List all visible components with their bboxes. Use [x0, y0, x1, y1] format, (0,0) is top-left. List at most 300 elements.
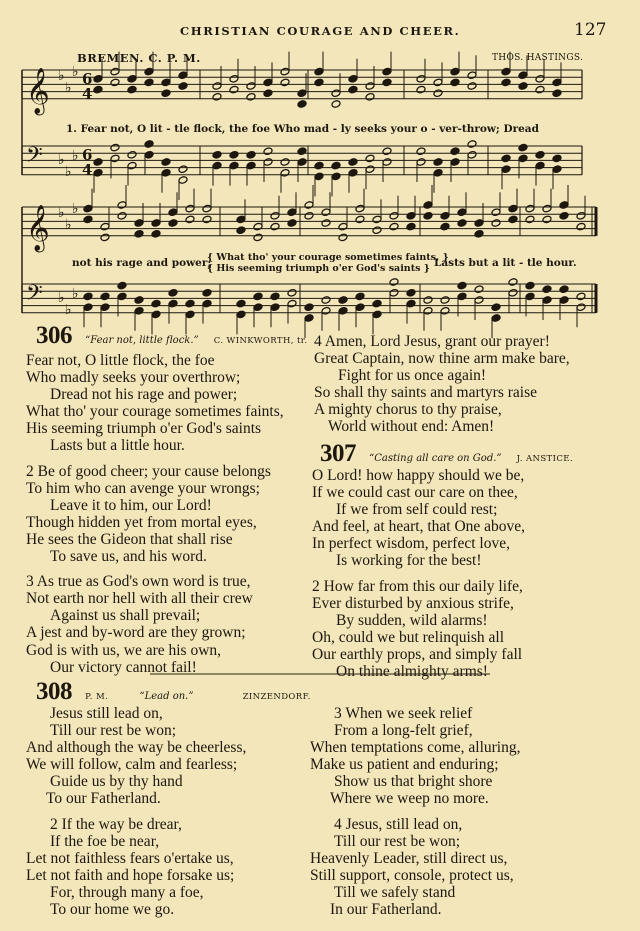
hymn-line: What tho' your courage sometimes faints, [26, 403, 284, 421]
hymn-line: Make us patient and enduring; [310, 756, 499, 774]
note-head [297, 89, 307, 98]
note-head [304, 201, 314, 210]
note-head [440, 307, 450, 316]
note-head [280, 67, 290, 76]
note-head [297, 158, 307, 167]
hymn-line: Not earth nor hell with all their crew [26, 590, 253, 608]
note-head [161, 78, 171, 87]
note-head [467, 151, 477, 160]
note-head [263, 147, 273, 156]
note-head [433, 158, 443, 167]
note-head [168, 289, 178, 298]
flat-icon: ♭ [58, 290, 65, 306]
note-head [304, 303, 314, 312]
note-head [525, 281, 535, 290]
note-head [440, 212, 450, 221]
note-head [508, 278, 518, 287]
note-head [93, 158, 103, 167]
note-head [236, 226, 246, 235]
note-head [178, 82, 188, 91]
hymn-line: Till we safely stand [334, 883, 456, 901]
note-head [389, 222, 399, 231]
note-head [144, 151, 154, 160]
note-head [474, 219, 484, 228]
note-head [202, 204, 212, 213]
note-head [542, 215, 552, 224]
note-head [253, 222, 263, 231]
note-head [270, 212, 280, 221]
note-head [525, 204, 535, 213]
note-head [406, 289, 416, 298]
note-head [83, 215, 93, 224]
note-head [280, 169, 290, 178]
note-head [501, 78, 511, 87]
hymn-line: To him who can avenge your wrongs; [26, 479, 260, 497]
note-head [304, 314, 314, 323]
flat-icon: ♭ [72, 64, 79, 80]
note-head [382, 67, 392, 76]
note-head [229, 85, 239, 94]
note-head [134, 219, 144, 228]
note-head [518, 71, 528, 80]
note-head [423, 201, 433, 210]
note-head [416, 158, 426, 167]
note-head [287, 289, 297, 298]
time-signature: 6 [82, 146, 93, 164]
hymn-line: Still support, console, protect us, [310, 866, 514, 884]
note-head [93, 169, 103, 178]
note-head [280, 78, 290, 87]
hymn-line: Let not faithless fears o'ertake us, [26, 849, 234, 867]
note-head [348, 158, 358, 167]
note-head [348, 85, 358, 94]
note-head [253, 303, 263, 312]
note-head [100, 303, 110, 312]
note-head [433, 89, 443, 98]
note-head [450, 67, 460, 76]
hymn-line: Great Captain, now thine arm make bare, [314, 350, 570, 368]
hymn-line: Guide us by thy hand [50, 773, 183, 791]
note-head [559, 212, 569, 221]
note-head [151, 299, 161, 308]
note-head [151, 230, 161, 239]
note-head [457, 208, 467, 217]
note-head [83, 204, 93, 213]
flat-icon: ♭ [58, 152, 65, 168]
note-head [229, 161, 239, 170]
hymn-line: He sees the Gideon that shall rise [26, 530, 233, 548]
note-head [552, 89, 562, 98]
note-head [338, 296, 348, 305]
note-head [127, 85, 137, 94]
note-head [134, 230, 144, 239]
note-head [338, 222, 348, 231]
note-head [253, 292, 263, 301]
note-head [491, 219, 501, 228]
note-head [127, 151, 137, 160]
note-head [297, 100, 307, 109]
note-head [314, 172, 324, 181]
flat-icon: ♭ [65, 217, 72, 233]
note-head [93, 75, 103, 84]
note-head [270, 303, 280, 312]
note-head [491, 208, 501, 217]
note-head [100, 292, 110, 301]
flat-icon: ♭ [65, 302, 72, 318]
note-head [202, 215, 212, 224]
hymn-line: From a long-felt grief, [334, 722, 473, 740]
hymn-line: World without end: Amen! [328, 418, 495, 436]
note-head [321, 296, 331, 305]
note-head [185, 204, 195, 213]
note-head [508, 289, 518, 298]
note-head [467, 82, 477, 91]
note-head [287, 208, 297, 217]
note-head [525, 215, 535, 224]
note-head [518, 154, 528, 163]
note-head [151, 219, 161, 228]
note-head [110, 154, 120, 163]
note-head [246, 93, 256, 102]
hymn-306-heading [36, 322, 307, 350]
note-head [474, 285, 484, 294]
hymn-306-left-column [26, 352, 284, 676]
hymn-line: To save us, and his word. [50, 548, 207, 566]
note-head [508, 204, 518, 213]
note-head [372, 299, 382, 308]
hymn-first-line-ref: “Lead on.” [139, 691, 194, 702]
hymn-line: Who madly seeks your overthrow; [26, 369, 241, 387]
flat-icon: ♭ [72, 286, 79, 302]
note-head [331, 89, 341, 98]
note-head [263, 89, 273, 98]
note-head [467, 140, 477, 149]
note-head [246, 151, 256, 160]
note-head [338, 307, 348, 316]
note-head [202, 289, 212, 298]
note-head [178, 165, 188, 174]
note-head [314, 78, 324, 87]
music-lyrics-line2b1: { What tho' your courage sometimes faints, } [207, 252, 449, 263]
note-head [559, 201, 569, 210]
note-head [348, 169, 358, 178]
note-head [304, 212, 314, 221]
note-head [416, 85, 426, 94]
running-title: CHRISTIAN COURAGE AND CHEER. [180, 24, 461, 38]
note-head [423, 307, 433, 316]
note-head [474, 230, 484, 239]
hymn-line: We will follow, calm and fearless; [26, 756, 238, 774]
hymn-line: If we could cast our care on thee, [312, 484, 518, 502]
note-head [423, 212, 433, 221]
note-head [314, 161, 324, 170]
note-head [576, 222, 586, 231]
hymn-line: Heavenly Leader, still direct us, [310, 849, 508, 867]
hymn-line: On thine almighty arms! [336, 663, 488, 681]
note-head [134, 296, 144, 305]
note-head [576, 212, 586, 221]
note-head [365, 165, 375, 174]
note-head [236, 299, 246, 308]
note-head [229, 151, 239, 160]
music-score [0, 0, 640, 340]
note-head [365, 82, 375, 91]
hymn-line: Jesus still lead on, [50, 705, 163, 722]
note-head [236, 215, 246, 224]
note-head [433, 78, 443, 87]
note-head [110, 78, 120, 87]
note-head [508, 215, 518, 224]
note-head [263, 158, 273, 167]
note-head [321, 307, 331, 316]
hymn-number: 306 [36, 322, 72, 349]
time-signature: 4 [82, 161, 93, 179]
hymn-meter: P. M. [85, 692, 109, 702]
note-head [178, 71, 188, 80]
bass-clef-icon: 𝄢 [26, 281, 43, 311]
note-head [501, 165, 511, 174]
note-head [457, 281, 467, 290]
hymn-number: 307 [320, 440, 356, 467]
hymn-line: Lasts but a little hour. [50, 437, 185, 455]
note-head [161, 89, 171, 98]
note-head [501, 154, 511, 163]
note-head [440, 222, 450, 231]
hymn-line: Oh, could we but relinquish all [312, 628, 504, 646]
note-head [270, 222, 280, 231]
note-head [168, 299, 178, 308]
note-head [559, 285, 569, 294]
note-head [450, 147, 460, 156]
tune-name: BREMEN. C. P. M. [77, 51, 201, 65]
hymn-line: Fight for us once again! [338, 367, 487, 385]
hymn-line: To our Fatherland. [46, 790, 161, 808]
note-head [518, 82, 528, 91]
note-head [389, 289, 399, 298]
hymn-308-right-column [310, 705, 520, 918]
note-head [212, 161, 222, 170]
hymn-line: Our victory cannot fail! [50, 658, 197, 676]
hymn-line: And although the way be cheerless, [26, 739, 247, 757]
hymn-line: In our Fatherland. [330, 901, 442, 919]
hymn-line: In perfect wisdom, perfect love, [312, 535, 510, 553]
note-head [127, 75, 137, 84]
hymn-line: By sudden, wild alarms! [336, 611, 488, 629]
flat-icon: ♭ [65, 80, 72, 96]
note-head [355, 215, 365, 224]
music-lyrics-line1: 1. Fear not, O lit - tle flock, the foe Who mad - ly seeks your o - ver-throw; Dread [66, 123, 539, 135]
note-head [372, 226, 382, 235]
note-head [287, 299, 297, 308]
flat-icon: ♭ [72, 148, 79, 164]
hymn-line: A jest and by-word are they grown; [26, 624, 246, 642]
note-head [161, 169, 171, 178]
time-signature: 4 [82, 85, 93, 103]
hymn-line: Is working for the best! [336, 552, 482, 570]
hymn-line: Against us shall prevail; [50, 607, 201, 625]
note-head [202, 299, 212, 308]
hymn-line: 2 If the way be drear, [50, 815, 182, 833]
note-head [212, 93, 222, 102]
note-head [382, 158, 392, 167]
note-head [423, 296, 433, 305]
note-head [440, 296, 450, 305]
music-lyrics-line2c: Lasts but a lit - tle hour. [434, 257, 577, 269]
flat-icon: ♭ [58, 68, 65, 84]
note-head [314, 67, 324, 76]
note-head [491, 314, 501, 323]
bass-clef-icon: 𝄢 [26, 143, 43, 173]
note-head [416, 147, 426, 156]
note-head [389, 278, 399, 287]
treble-clef-icon: 𝄞 [26, 67, 50, 114]
note-head [535, 151, 545, 160]
note-head [382, 147, 392, 156]
hymn-line: 2 Be of good cheer; your cause belongs [26, 462, 271, 480]
note-head [552, 154, 562, 163]
note-head [542, 285, 552, 294]
note-head [287, 219, 297, 228]
hymn-line: Ever disturbed by anxious strife, [312, 594, 514, 612]
note-head [110, 143, 120, 152]
note-head [144, 67, 154, 76]
hymn-line: 2 How far from this our daily life, [312, 577, 523, 595]
note-head [433, 169, 443, 178]
hymn-307-column [312, 467, 525, 680]
note-head [93, 85, 103, 94]
hymn-line: Though hidden yet from mortal eyes, [26, 513, 257, 531]
note-head [117, 281, 127, 290]
hymn-line: O Lord! how happy should we be, [312, 467, 525, 484]
note-head [263, 78, 273, 87]
note-head [144, 140, 154, 149]
note-head [535, 85, 545, 94]
note-head [338, 233, 348, 242]
note-head [321, 208, 331, 217]
note-head [144, 78, 154, 87]
hymn-first-line-ref: “Casting all care on God.” [369, 453, 502, 464]
note-head [117, 201, 127, 210]
note-head [389, 212, 399, 221]
note-head [491, 303, 501, 312]
note-head [535, 161, 545, 170]
hymn-line: 4 Jesus, still lead on, [334, 815, 463, 833]
note-head [535, 75, 545, 84]
note-head [134, 307, 144, 316]
note-head [253, 233, 263, 242]
note-head [331, 172, 341, 181]
note-head [501, 67, 511, 76]
hymn-line: Our earthly props, and simply fall [312, 645, 523, 663]
hymn-first-line-ref: “Fear not, little flock.” [85, 335, 199, 346]
hymn-line: If the foe be near, [50, 832, 160, 850]
hymn-line: Till our rest be won; [334, 832, 461, 850]
hymn-line: Till our rest be won; [50, 722, 177, 740]
note-head [355, 292, 365, 301]
note-head [576, 292, 586, 301]
note-head [450, 78, 460, 87]
note-head [117, 212, 127, 221]
note-head [457, 292, 467, 301]
note-head [280, 158, 290, 167]
hymn-308-left-column [26, 705, 246, 918]
note-head [406, 299, 416, 308]
hymn-308-heading [36, 678, 311, 706]
note-head [229, 75, 239, 84]
note-head [542, 204, 552, 213]
hymn-line: His seeming triumph o'er God's saints [26, 420, 262, 438]
hymn-line: So shall thy saints and martyrs raise [314, 384, 537, 402]
hymn-line: Let not faith and hope forsake us; [26, 866, 235, 884]
hymn-line: For, through many a foe, [50, 883, 204, 901]
tune-composer: THOS. HASTINGS. [492, 53, 584, 63]
note-head [83, 292, 93, 301]
note-head [552, 165, 562, 174]
music-lyrics-line2a: not his rage and power; [72, 257, 212, 269]
note-head [365, 154, 375, 163]
note-head [212, 151, 222, 160]
note-head [457, 219, 467, 228]
note-head [212, 82, 222, 91]
note-head [185, 215, 195, 224]
note-head [168, 208, 178, 217]
note-head [270, 292, 280, 301]
note-head [355, 204, 365, 213]
note-head [467, 71, 477, 80]
flat-icon: ♭ [65, 164, 72, 180]
treble-clef-icon: 𝄞 [26, 204, 50, 251]
note-head [236, 310, 246, 319]
hymn-line: Show us that bright shore [334, 773, 493, 791]
note-head [185, 310, 195, 319]
hymn-307-heading [320, 440, 573, 468]
hymn-line: A mighty chorus to thy praise, [314, 401, 502, 419]
note-head [365, 93, 375, 102]
note-head [355, 303, 365, 312]
note-head [127, 161, 137, 170]
note-head [518, 143, 528, 152]
note-head [178, 176, 188, 185]
music-lyrics-line2b2: { His seeming triumph o'er God's saints } [207, 263, 430, 274]
note-head [416, 75, 426, 84]
hymn-line: To our home we go. [50, 901, 175, 919]
hymn-line: When temptations come, alluring, [310, 739, 521, 757]
hymn-author: C. WINKWORTH, tr. [213, 336, 308, 346]
note-head [559, 296, 569, 305]
hymn-author: ZINZENDORF. [242, 692, 311, 702]
note-head [348, 75, 358, 84]
note-head [246, 82, 256, 91]
note-head [83, 303, 93, 312]
hymn-line: Leave it to him, our Lord! [50, 496, 212, 514]
page-number: 127 [574, 20, 607, 40]
hymn-line: 3 When we seek relief [334, 705, 473, 722]
hymn-line: And feel, at heart, that One above, [312, 518, 526, 536]
note-head [110, 67, 120, 76]
note-head [382, 78, 392, 87]
hymn-line: Where we weep no more. [330, 790, 489, 808]
note-head [331, 161, 341, 170]
note-head [542, 296, 552, 305]
note-head [552, 78, 562, 87]
note-head [576, 303, 586, 312]
note-head [168, 219, 178, 228]
note-head [474, 296, 484, 305]
note-head [117, 292, 127, 301]
flat-icon: ♭ [58, 205, 65, 221]
hymn-306-right-column [314, 333, 570, 436]
note-head [246, 161, 256, 170]
